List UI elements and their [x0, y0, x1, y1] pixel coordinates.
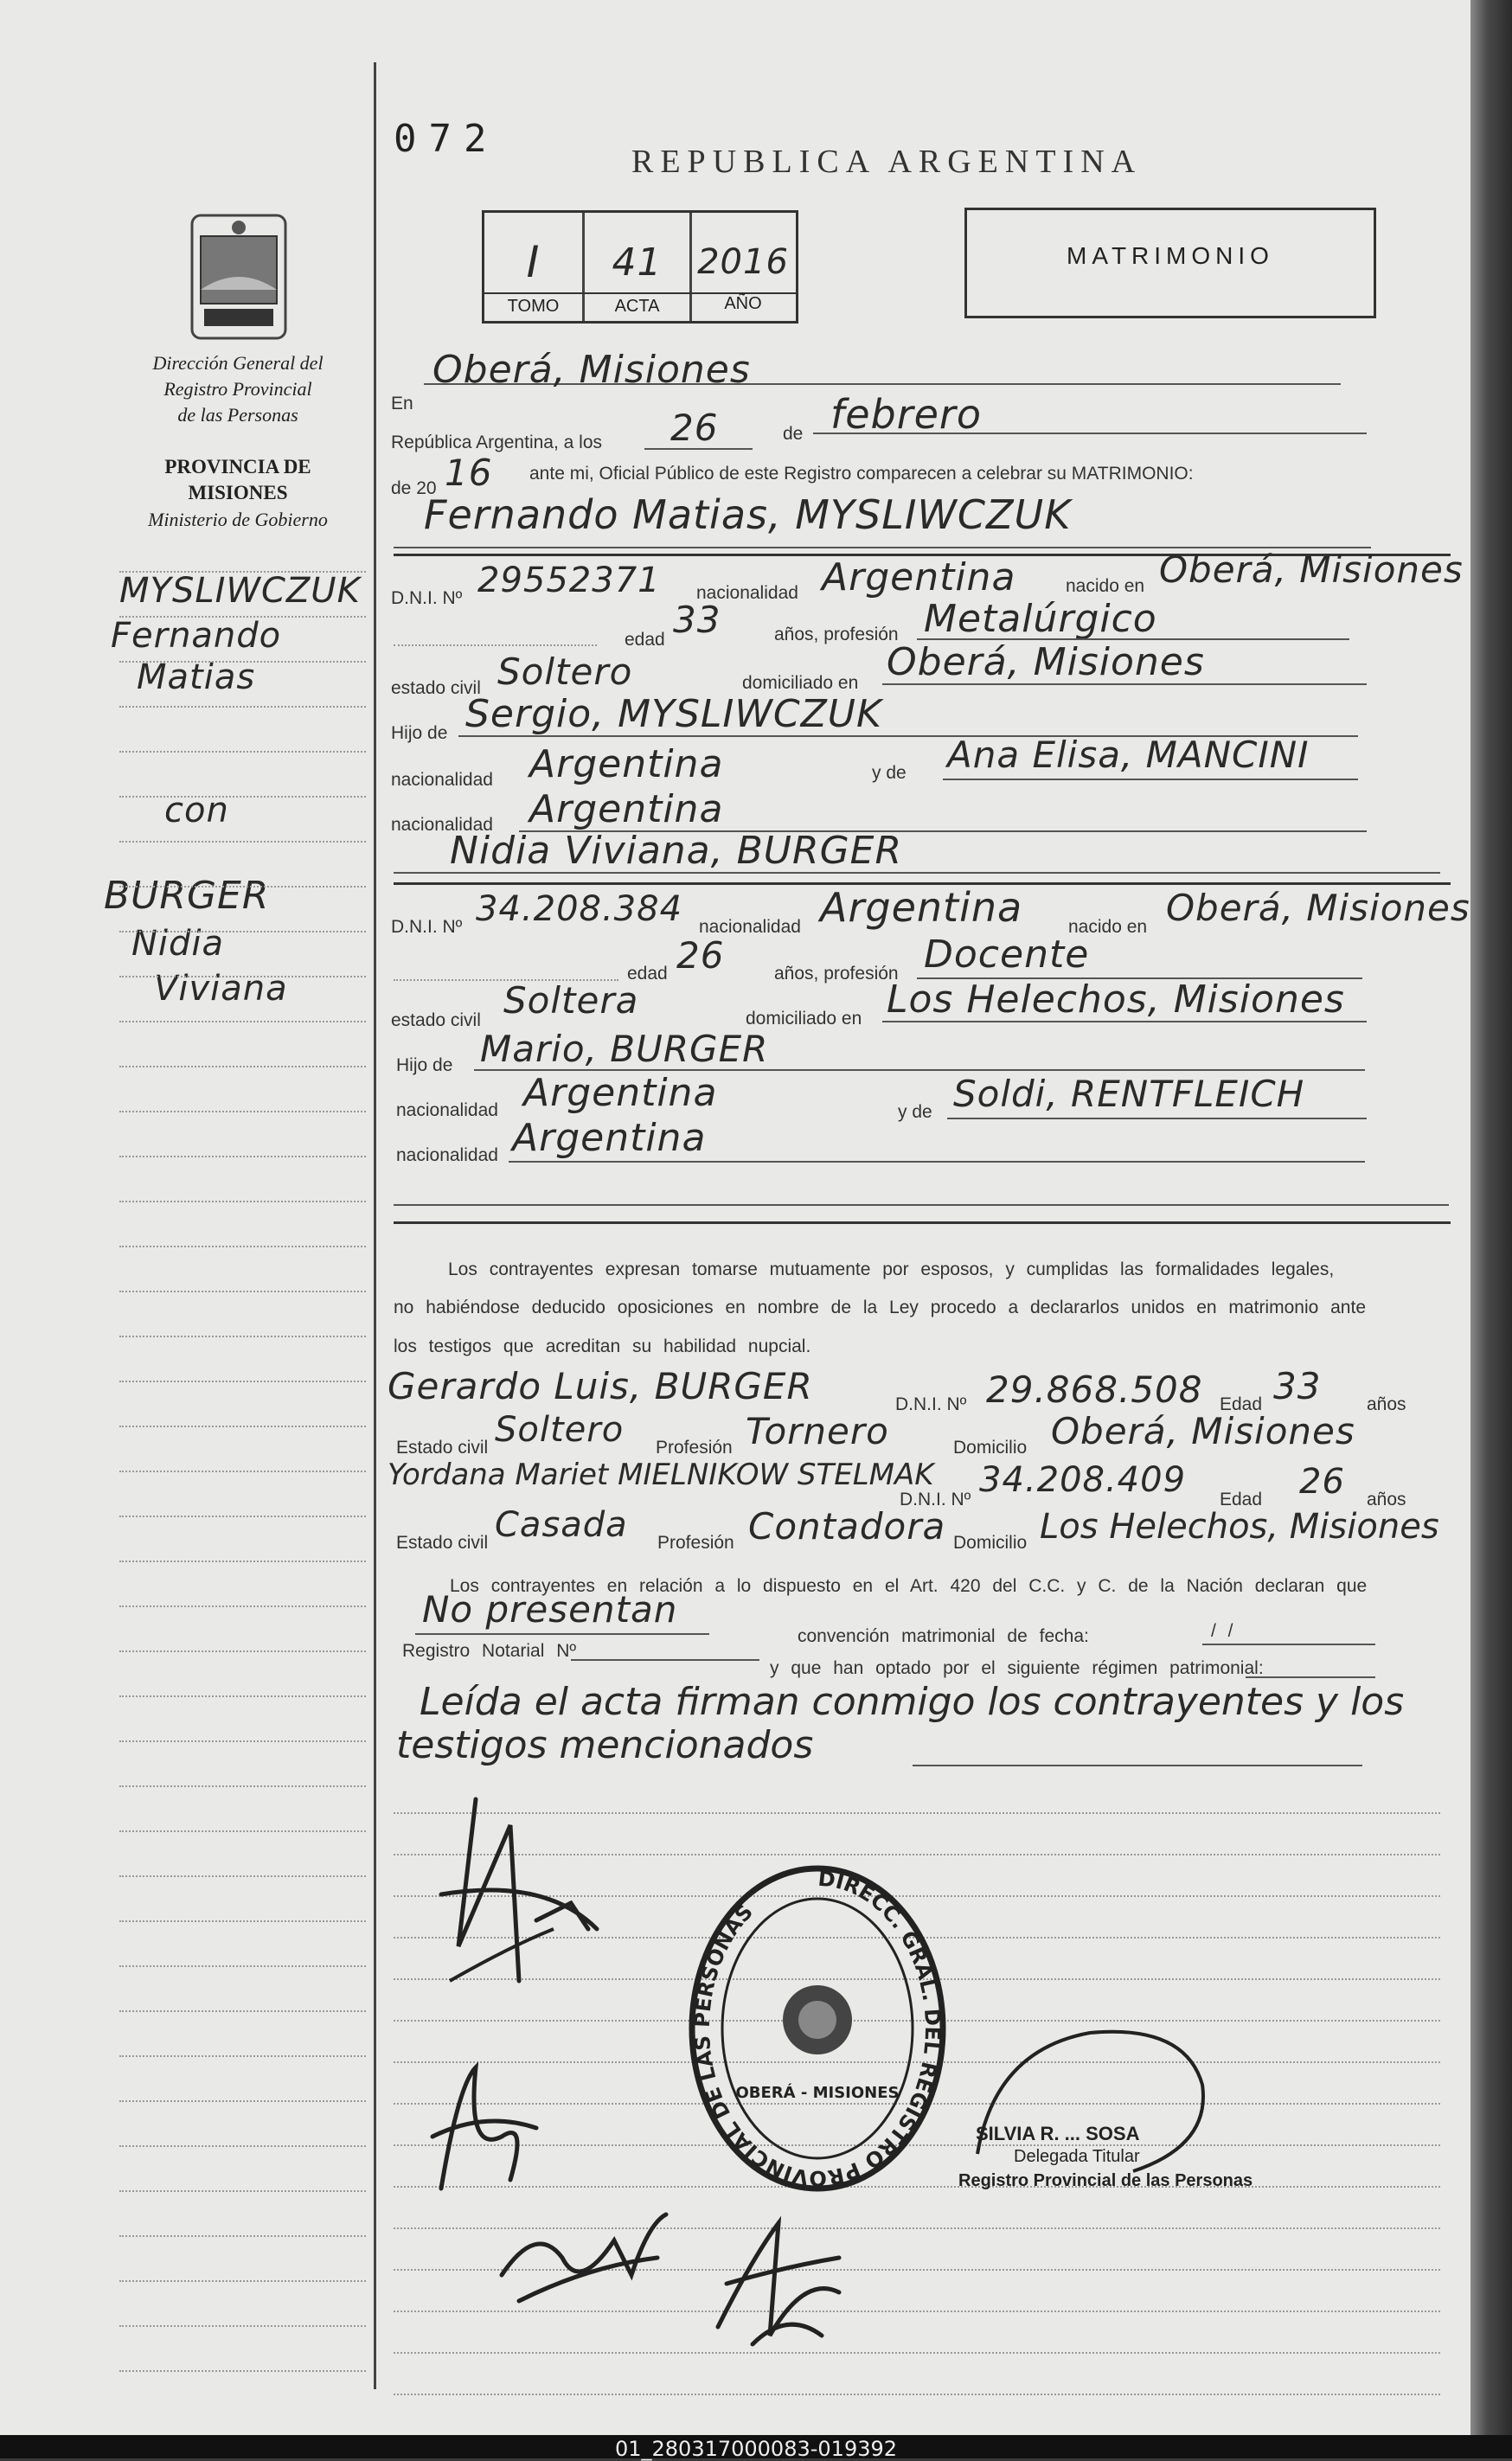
bride-nationality: Argentina [820, 884, 1023, 931]
witness2-name: Yordana Mariet MIELNIKOW STELMAK [388, 1458, 934, 1492]
ceremony-place: Oberá, Misiones [432, 348, 751, 392]
acta-label: ACTA [614, 297, 660, 316]
margin-dotted-line [119, 2145, 366, 2147]
bride-mother-nationality: Argentina [512, 1116, 707, 1160]
witness2-dni: 34.208.409 [979, 1460, 1187, 1500]
ministry-name: Ministerio de Gobierno [148, 509, 328, 530]
witness2-profession: Contadora [748, 1505, 946, 1548]
bride-birthplace: Oberá, Misiones [1166, 887, 1470, 929]
official-name: SILVIA R. ... SOSA [976, 2123, 1140, 2144]
margin-dotted-line [119, 1695, 366, 1697]
institution-name: Dirección General del Registro Provincial de las Personas [152, 352, 324, 426]
ceremony-month: febrero [830, 391, 982, 438]
regime-convention: convención matrimonial de fecha: [798, 1626, 1089, 1646]
regime-text: y que han optado por el siguiente régimen patrimonial: [770, 1658, 1264, 1678]
margin-dotted-line [119, 1111, 366, 1112]
margin-dotted-line [119, 1246, 366, 1247]
ruled-line [394, 2394, 1440, 2395]
margin-spouse1-surname: MYSLIWCZUK [119, 571, 361, 611]
groom-age: 33 [673, 599, 721, 641]
margin-dotted-line [119, 1605, 366, 1607]
margin-dotted-line [119, 2055, 366, 2057]
witness1-dni: 29.868.508 [986, 1368, 1203, 1411]
groom-full-name: Fernando Matias, MYSLIWCZUK [424, 491, 1072, 538]
regime-line-1: Los contrayentes en relación a lo dispuesto en el Art. 420 del C.C. y C. de la Nación declaran que [450, 1576, 1368, 1596]
acta-value: 41 [612, 240, 663, 285]
declaration-line-2: no habiéndose deducido oposiciones en nombre de la Ley procedo a declararlos unidos en matrimonio ante [394, 1298, 1367, 1317]
margin-dotted-line [119, 2325, 366, 2327]
signature-bride [407, 2050, 562, 2206]
margin-dotted-line [119, 1920, 366, 1922]
margin-dotted-line [119, 1201, 366, 1202]
declaration-line-1: Los contrayentes expresan tomarse mutuamente por esposos, y cumplidas las formalidades legales, [448, 1259, 1335, 1279]
margin-dotted-line [119, 1021, 366, 1022]
margin-dotted-line [119, 1471, 366, 1472]
anio-value: 2016 [697, 242, 789, 282]
witness1-domicile: Oberá, Misiones [1051, 1410, 1355, 1452]
tomo-label: TOMO [507, 297, 560, 316]
margin-spouse1-first: Fernando [111, 616, 282, 656]
scan-id: 01_280317000083-019392 [614, 2437, 898, 2461]
country-heading: REPUBLICA ARGENTINA [631, 144, 1143, 180]
margin-dotted-line [119, 1561, 366, 1562]
witness1-name: Gerardo Luis, BURGER [388, 1365, 813, 1407]
signature-groom [407, 1791, 631, 2016]
margin-dotted-line [119, 2190, 366, 2192]
bride-civil-status: Soltera [503, 979, 639, 1022]
margin-dotted-line [119, 2370, 366, 2372]
anio-label: AÑO [724, 294, 762, 313]
margin-dotted-line [119, 1965, 366, 1967]
intro-text: ante mi, Oficial Público de este Registro comparecen a celebrar su MATRIMONIO: [529, 464, 1194, 484]
bride-dni: 34.208.384 [476, 889, 683, 929]
margin-dotted-line [119, 2100, 366, 2102]
groom-father-nationality: Argentina [529, 742, 724, 786]
groom-father: Sergio, MYSLIWCZUK [465, 692, 882, 736]
bride-age: 26 [676, 934, 725, 977]
margin-dotted-line [119, 1875, 366, 1877]
groom-mother: Ana Elisa, MANCINI [947, 734, 1310, 776]
record-type: MATRIMONIO [1067, 242, 1274, 269]
margin-dotted-line [119, 931, 366, 932]
margin-dotted-line [119, 1650, 366, 1652]
margin-dotted-line [119, 2235, 366, 2237]
declaration-line-3: los testigos que acreditan su habilidad nupcial. [394, 1336, 811, 1356]
witness1-civil-status: Soltero [495, 1410, 625, 1450]
margin-dotted-line [119, 1381, 366, 1382]
margin-dotted-line [119, 976, 366, 977]
groom-dni: 29552371 [477, 561, 661, 600]
regime-answer: No presentan [422, 1588, 678, 1631]
witness2-domicile: Los Helechos, Misiones [1040, 1507, 1439, 1547]
signature-witness2 [701, 2206, 856, 2362]
witness2-civil-status: Casada [495, 1505, 628, 1545]
margin-dotted-line [119, 706, 366, 708]
margin-dotted-line [119, 1336, 366, 1337]
margin-divider [374, 62, 376, 2389]
groom-mother-nationality: Argentina [529, 787, 724, 831]
official-institution: Registro Provincial de las Personas [958, 2171, 1253, 2190]
margin-dotted-line [119, 1830, 366, 1832]
bride-domicile: Los Helechos, Misiones [887, 977, 1345, 1022]
bride-mother: Soldi, RENTFLEICH [953, 1073, 1305, 1115]
margin-dotted-line [119, 571, 366, 573]
registry-seal [683, 1860, 951, 2197]
bride-father-nationality: Argentina [523, 1071, 718, 1115]
margin-dotted-line [119, 1156, 366, 1157]
bride-profession: Docente [924, 932, 1090, 977]
groom-civil-status: Soltero [497, 650, 633, 693]
margin-connector: con [164, 791, 229, 830]
margin-spouse2-surname: BURGER [104, 874, 270, 918]
margin-dotted-line [119, 751, 366, 753]
bride-full-name: Nidia Viviana, BURGER [450, 829, 903, 873]
margin-dotted-line [119, 1426, 366, 1427]
margin-dotted-line [119, 2280, 366, 2282]
closing-line-2: testigos mencionados [396, 1723, 814, 1767]
margin-dotted-line [119, 886, 366, 888]
margin-dotted-line [119, 796, 366, 798]
margin-dotted-line [119, 841, 366, 843]
province-coat-of-arms [189, 212, 289, 342]
margin-dotted-line [119, 661, 366, 663]
ruled-line [394, 2352, 1440, 2354]
province-name: PROVINCIA DE MISIONES [164, 456, 311, 503]
groom-birthplace: Oberá, Misiones [1159, 548, 1464, 591]
notarial-registry-label: Registro Notarial Nº [402, 1641, 577, 1661]
groom-domicile: Oberá, Misiones [887, 640, 1205, 684]
margin-spouse2-first: Nidia [131, 924, 225, 964]
witness1-age: 33 [1273, 1365, 1322, 1407]
margin-dotted-line [119, 1291, 366, 1292]
witness2-age: 26 [1299, 1462, 1345, 1502]
tomo-value: I [526, 237, 541, 287]
margin-dotted-line [119, 1066, 366, 1067]
groom-nationality: Argentina [822, 555, 1016, 599]
witness1-profession: Tornero [746, 1410, 889, 1452]
seal-ring-text: DIRECC. GRAL. DEL REGISTRO PROVINCIAL DE LAS PERSONAS [689, 1866, 945, 2191]
margin-dotted-line [119, 1785, 366, 1787]
record-number: 072 [394, 117, 499, 161]
ceremony-day: 26 [670, 407, 719, 449]
ceremony-year-suffix: 16 [445, 452, 493, 494]
margin-spouse1-second: Matias [137, 657, 256, 697]
margin-dotted-line [119, 1516, 366, 1517]
seal-center-text: OBERÁ - MISIONES [735, 2084, 900, 2102]
book-binding-edge [1470, 0, 1512, 2435]
signature-witness1 [484, 2189, 683, 2318]
regime-date: / / [1211, 1621, 1233, 1641]
margin-dotted-line [119, 2010, 366, 2012]
margin-dotted-line [119, 616, 366, 618]
margin-spouse2-second: Viviana [154, 969, 288, 1009]
margin-dotted-line [119, 1740, 366, 1742]
groom-profession: Metalúrgico [924, 597, 1157, 641]
closing-line-1: Leída el acta firman conmigo los contrayentes y los [420, 1680, 1405, 1724]
bride-father: Mario, BURGER [480, 1028, 769, 1070]
official-role: Delegada Titular [1014, 2147, 1140, 2166]
